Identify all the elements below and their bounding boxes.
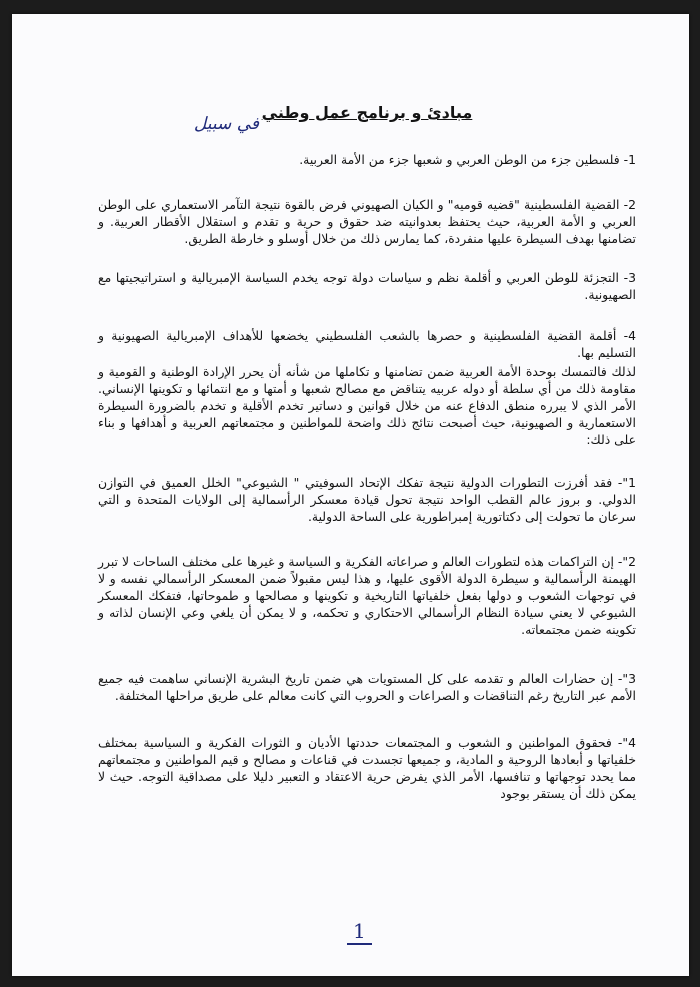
sub-point-3: 3"- إن حضارات العالم و تقدمه على كل المستويات هي ضمن تاريخ البشرية الإنساني ساهمت فيه جميع الأمم عبر التاريخ رغم التناقضات و الصراعات و الحروب التي كانت معالم على طريق مراحلها المختلفة. [98,671,636,703]
point-4: 4- أقلمة القضية الفلسطينية و حصرها بالشعب الفلسطيني يخضعها للأهداف الإمبريالية الصهيونية و التسليم بها. [98,328,636,360]
point-3: 3- التجزئة للوطن العربي و أقلمة نظم و سياسات دولة توجه يخدم السياسة الإمبريالية و استراتيجيتها مع الصهيونية. [98,270,636,302]
point-1: 1- فلسطين جزء من الوطن العربي و شعبها جزء من الأمة العربية. [299,152,636,167]
conclusion-paragraph: لذلك فالتمسك بوحدة الأمة العربية ضمن تضامنها و تكاملها من شأنه أن يحرر الإرادة الوطنية و القومية و مقاومة ذلك من أي سلطة أو دوله عربيه يتناقض مع مصالح شعبها و أمتها و مع انتمائها و تكوينها الإنساني. الأمر الذي لا يبرره منطق الدفاع عنه من خلال قوانين و دساتير تخدم الأقلية و تخدم بالضرورة السيطرة الاستعمارية و الصهيونية، حيث أصبحت نتائج ذلك واضحة للمواطنين و مجتمعاتهم العربية و أهدافها و بناء على ذلك: [98,364,636,447]
point-2: 2- القضية الفلسطينية "قضيه قوميه" و الكيان الصهيوني فرض بالقوة نتيجة التآمر الاستعماري على الوطن العربي و الأمة العربية، حيث يحتفظ بعدوانيته ضد حقوق و حرية و تقدم و استقلال الأقطار العربية. و تضامنها بهدف السيطرة عليها منفردة، كما يمارس ذلك من خلال أوسلو و خارطة الطريق. [98,197,636,246]
handwritten-note: في سبيل [193,114,259,134]
page-number: 1 [347,919,372,945]
sub-point-1: 1"- فقد أفرزت التطورات الدولية نتيجة تفكك الإتحاد السوفيتي " الشيوعي" الخلل العميق في التوازن الدولي. و بروز عالم القطب الواحد نتيجة تحول قيادة معسكر الرأسمالية إلى الولايات المتحدة و التي سرعان ما تحولت إلى دكتاتورية إمبراطورية على الساحة الدولية. [98,475,636,524]
sub-point-4: 4"- فحقوق المواطنين و الشعوب و المجتمعات حددتها الأديان و الثورات الفكرية و السياسية بمختلف خلفياتها و أبعادها الروحية و المادية، و جميعها تجسدت في قناعات و مصالح و قيم المواطنين و مجتمعاتهم مما يحدد توجهاتها و تنافسها، الأمر الذي يفرض حرية الاعتقاد و التعبير دليلا على مصداقية التوجه. حيث لا يمكن ذلك أن يستقر بوجود [98,735,636,801]
document-body [98,104,636,802]
sub-point-2: 2"- إن التراكمات هذه لتطورات العالم و صراعاته الفكرية و السياسة و غيرها على مختلف الساحات لا تبرر الهيمنة الرأسمالية و سيطرة الدولة الأقوى عليها، و هذا ليس مقبولاً ضمن المعسكر الرأسمالي نفسه و لا في توجهات الشعوب و دولها بفعل خلفياتها التاريخية و تكوينها و مصالحها و طموحاتها، فتفكك المعسكر الشيوعي لا يعني سيادة النظام الرأسمالي الاحتكاري و تحكمه، و لا يمكن أن يلغي وعي الإنسان لذاته و تكوينه ضمن مجتمعاته. [98,554,636,637]
document-page [12,14,689,976]
document-title: مبادئ و برنامج عمل وطني [261,103,473,122]
